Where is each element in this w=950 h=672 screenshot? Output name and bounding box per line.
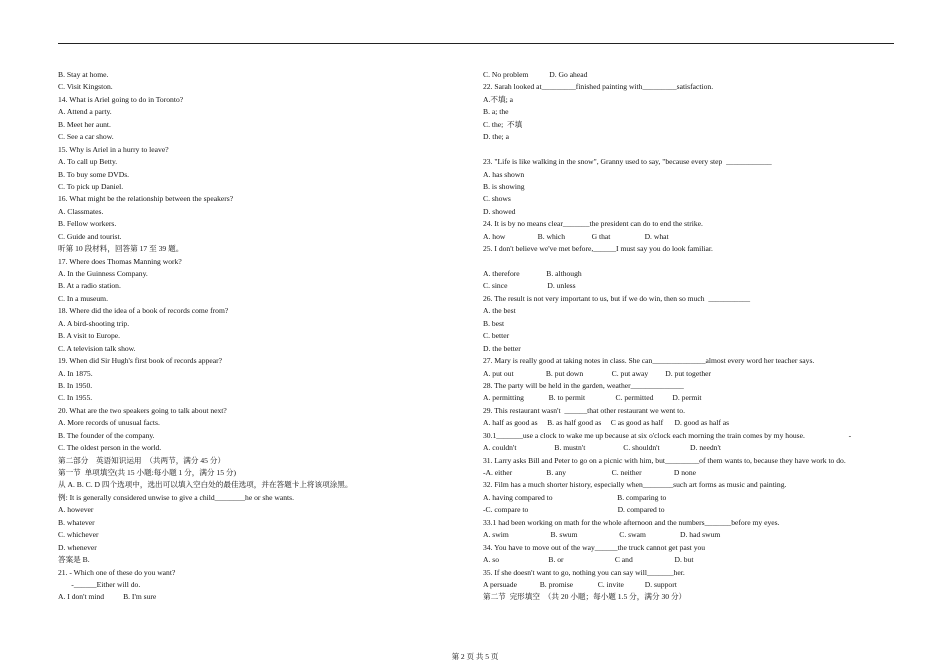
text-line: 19. When did Sir Hugh's first book of records appear? — [58, 356, 223, 366]
text-line: C. In 1955. — [58, 393, 93, 403]
text-line: C. See a car show. — [58, 132, 114, 142]
left-column — [58, 69, 468, 604]
text-line: C. No problem D. Go ahead — [483, 70, 588, 79]
text-line: 24. It is by no means clear_______the president can do to end the strike. — [483, 219, 703, 229]
text-line: B. To buy some DVDs. — [58, 169, 130, 179]
text-line: 31. Larry asks Bill and Peter to go on a picnic with him, but_________of them wants to, because they have work to do. — [483, 455, 846, 465]
text-line: C. A television talk show. — [58, 343, 136, 353]
text-line: 例: It is generally considered unwise to give a child________he or she wants. — [58, 492, 294, 502]
text-line: A. how B. which G that D. what — [483, 231, 669, 241]
text-line: B. In 1950. — [58, 380, 93, 390]
text-line: B. best — [483, 318, 505, 328]
text-line: 16. What might be the relationship between the speakers? — [58, 194, 234, 204]
text-line: D. the; a — [483, 132, 509, 142]
text-line: B. The founder of the company. — [58, 430, 155, 440]
page-footer: 第 2 页 共 5 页 — [451, 652, 499, 661]
text-line: A. therefore B. although — [483, 269, 582, 278]
text-line: B. whatever — [58, 517, 95, 527]
text-line: 18. Where did the idea of a book of records come from? — [58, 306, 229, 316]
text-line: 25. I don't believe we've met before,______I must say you do look familiar. — [483, 244, 713, 254]
text-line: D. showed — [483, 206, 516, 216]
text-line: A. In 1875. — [58, 368, 93, 378]
text-line: C. In a museum. — [58, 293, 108, 303]
text-line: A. having compared to B. comparing to — [483, 492, 667, 502]
text-line: C. whichever — [58, 530, 99, 540]
text-line: D. the better — [483, 343, 521, 353]
right-column — [483, 69, 893, 604]
text-line: A. however — [58, 505, 94, 515]
text-line: 17. Where does Thomas Manning work? — [58, 256, 182, 266]
text-line: 29. This restaurant wasn't ______that other restaurant we went to. — [483, 405, 685, 415]
text-line: B. Fellow workers. — [58, 219, 117, 229]
text-line: A. Classmates. — [58, 206, 104, 216]
text-line: A. Attend a party. — [58, 107, 112, 117]
text-line: A. so B. or C and D. but — [483, 555, 694, 565]
text-line: -C. compare to D. compared to — [483, 505, 665, 515]
text-line: 14. What is Ariel going to do in Toronto? — [58, 94, 184, 104]
text-line: A. has shown — [483, 169, 525, 179]
text-line: 32. Film has a much shorter history, especially when________such art forms as music and painting. — [483, 480, 787, 490]
text-line: C. The oldest person in the world. — [58, 443, 162, 453]
text-line: 22. Sarah looked at_________finished painting with_________satisfaction. — [483, 82, 714, 92]
text-line: B. is showing — [483, 181, 525, 191]
text-line: 20. What are the two speakers going to talk about next? — [58, 405, 227, 415]
text-line: C. since D. unless — [483, 281, 576, 291]
text-line: A. In the Guinness Company. — [58, 269, 148, 278]
text-line: B. a; the — [483, 107, 509, 117]
text-line: A. More records of unusual facts. — [58, 418, 160, 428]
text-line: C. better — [483, 331, 510, 341]
text-line: 30.1_______use a clock to wake me up because at six o'clock each morning the train comes by my house. - — [483, 430, 852, 440]
text-line: -A. either B. any C. neither D none — [483, 468, 697, 477]
text-line: C. To pick up Daniel. — [58, 181, 124, 191]
text-line: 第二节 完形填空 （共 20 小题；每小题 1.5 分，满分 30 分） — [483, 592, 687, 602]
text-line: 28. The party will be held in the garden, weather______________ — [483, 380, 684, 390]
text-line: 27. Mary is really good at taking notes in class. She can______________almost every word her teacher says. — [483, 356, 815, 366]
text-line: 21. - Which one of these do you want? — [58, 567, 176, 577]
text-line: C. Visit Kingston. — [58, 82, 113, 92]
text-line: B. Meet her aunt. — [58, 119, 111, 129]
text-line: A. the best — [483, 306, 516, 316]
text-line: 答案是 B. — [58, 555, 90, 565]
header-rule — [58, 43, 894, 44]
text-line: C. Guide and tourist. — [58, 231, 122, 241]
text-line: B. Stay at home. — [58, 70, 109, 79]
text-line: B. At a radio station. — [58, 281, 121, 291]
text-line: 第二部分 英语知识运用 （共两节，满分 45 分） — [58, 455, 226, 465]
text-line: A. half as good as B. as half good as C as good as half D. good as half as — [483, 418, 730, 428]
text-line — [483, 144, 893, 156]
text-line: 34. You have to move out of the way______the truck cannot get past you — [483, 542, 706, 552]
text-line: C. the; 不填 — [483, 119, 523, 129]
text-line: 听第 10 段材料，回答第 17 至 39 题。 — [58, 244, 184, 254]
text-line: A. permitting B. to permit C. permitted D. permit — [483, 393, 702, 403]
text-line: A. couldn't B. mustn't C. shouldn't D. needn't — [483, 443, 721, 453]
text-line: 35. If she doesn't want to go, nothing you can say will_______her. — [483, 567, 685, 577]
text-line: A. A bird-shooting trip. — [58, 318, 130, 328]
text-line: C. shows — [483, 194, 511, 204]
text-line: 从 A. B. C. D 四个选项中，选出可以填入空白处的最佳选项，并在答题卡上将该项涂黑。 — [58, 480, 353, 490]
text-line: A. I don't mind B. I'm sure — [58, 592, 157, 602]
text-line: 第一节 单项填空(共 15 小题:每小题 1 分，满分 15 分) — [58, 468, 237, 477]
text-line: 26. The result is not very important to us, but if we do win, then so much ___________ — [483, 293, 751, 303]
text-line: B. A visit to Europe. — [58, 331, 121, 341]
text-line: A. To call up Betty. — [58, 157, 118, 167]
text-line — [483, 256, 893, 268]
text-line: 33.1 had been working on math for the whole afternoon and the numbers_______before my eyes. — [483, 517, 780, 527]
text-line: 15. Why is Ariel in a hurry to leave? — [58, 144, 169, 154]
text-line: A. put out B. put down C. put away D. put together — [483, 368, 712, 378]
text-line: D. whenever — [58, 542, 97, 552]
text-line: A persuade B. promise C. invite D. support — [483, 579, 677, 589]
text-line: -______Either will do. — [58, 579, 141, 589]
text-line: A.不填; a — [483, 94, 513, 104]
text-line: A. swim B. swum C. swam D. had swum — [483, 530, 721, 540]
text-line: 23. "Life is like walking in the snow", Granny used to say, "because every step ____________ — [483, 157, 772, 167]
